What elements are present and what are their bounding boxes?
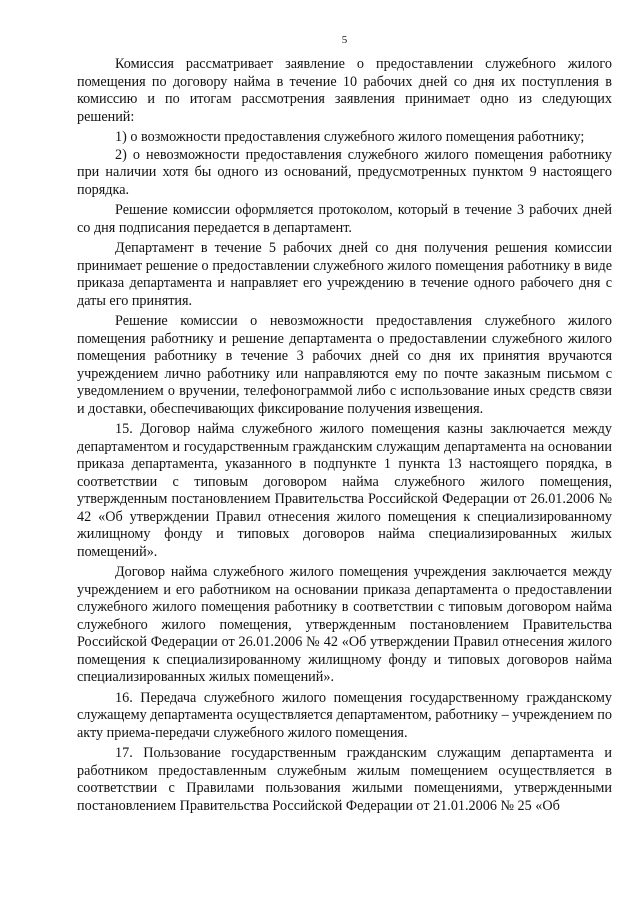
- paragraph-department-decision: Департамент в течение 5 рабочих дней со дня получения решения комиссии принимает решение о предоставлении служебного жилого помещения работнику в виде приказа департамента и направляет его учреждению в течение одного рабочего дня с даты его принятия.: [77, 240, 612, 309]
- paragraph-institution-contract: Договор найма служебного жилого помещения учреждения заключается между учреждением и его работником на основании приказа департамента о предоставлении служебного жилого помещения работнику в соответствии с типовым договором найма служебного жилого помещения, утвержденным постановлением Правительства Российской Федерации от 26.01.2006 № 42 «Об утверждении Правил отнесения жилого помещения к специализированному жилищному фонду и типовых договоров найма специализированных жилых помещений».: [77, 564, 612, 685]
- paragraph-decision-option-1: 1) о возможности предоставления служебного жилого помещения работнику;: [115, 129, 585, 145]
- paragraph-section-16: 16. Передача служебного жилого помещения государственному гражданскому служащему департамента осуществляется департаментом, работнику – учреждением по акту приема-передачи служебного жилого помещения.: [77, 689, 612, 741]
- page-number: 5: [341, 34, 348, 46]
- paragraph-notification: Решение комиссии о невозможности предоставления служебного жилого помещения работнику и решение департамента о предоставлении служебного жилого помещения работнику в течение 3 рабочих дней со дня их принятия вручаются учреждением лично работнику или направляются ему по почте заказным письмом с уведомлением о вручении, телефонограммой либо с использование иных средств связи и доставки, обеспечивающих фиксирование получения извещения.: [77, 313, 612, 417]
- paragraph-commission-review: Комиссия рассматривает заявление о предоставлении служебного жилого помещения по договору найма в течение 10 рабочих дней со дня их поступления в комиссию и по итогам рассмотрения заявления принимает одно из следующих решений:: [77, 56, 612, 125]
- paragraph-section-15: 15. Договор найма служебного жилого помещения казны заключается между департаментом и государственным гражданским служащим департамента на основании приказа департамента, указанного в подпункте 1 пункта 13 настоящего порядка, в соответствии с типовым договором найма служебного жилого помещения, утвержденным постановлением Правительства Российской Федерации от 26.01.2006 № 42 «Об утверждении Правил отнесения жилого помещения к специализированному жилищному фонду и типовых договоров найма специализированных жилых помещений».: [77, 421, 612, 560]
- paragraph-section-17: 17. Пользование государственным гражданским служащим департамента и работником предоставленным служебным жилым помещением осуществляется в соответствии с Правилами пользования жилыми помещениями, утвержденными постановлением Правительства Российской Федерации от 21.01.2006 № 25 «Об: [77, 745, 612, 814]
- paragraph-decision-option-2: 2) о невозможности предоставления служебного жилого помещения работнику при наличии хотя бы одного из оснований, предусмотренных пунктом 9 настоящего порядка.: [77, 146, 612, 198]
- paragraph-protocol: Решение комиссии оформляется протоколом, который в течение 3 рабочих дней со дня подписания передается в департамент.: [77, 202, 612, 236]
